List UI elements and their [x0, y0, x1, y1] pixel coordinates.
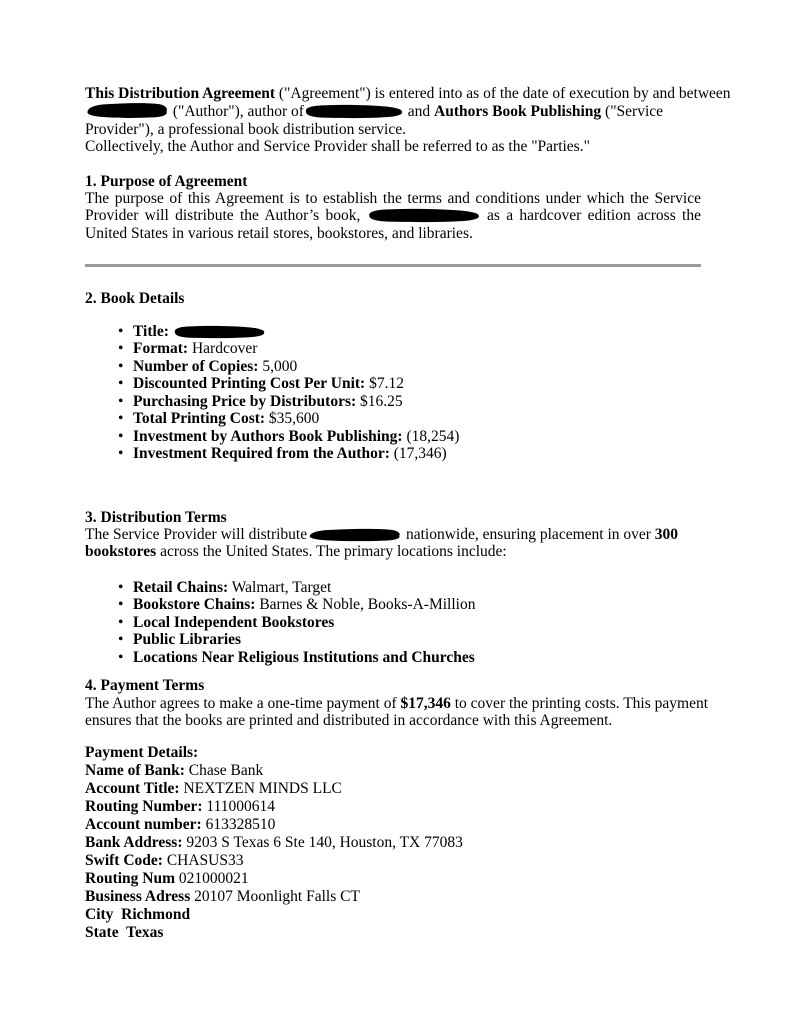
text: and — [403, 103, 435, 121]
bold-text: Total Printing Cost: — [133, 410, 266, 428]
text: nationwide, ensuring placement in over — [402, 526, 655, 544]
text-line — [85, 870, 701, 888]
section-3-heading: 3. Distribution Terms — [85, 508, 227, 526]
bold-text: Routing Number: — [85, 797, 203, 815]
bold-text: This Distribution Agreement — [85, 85, 276, 102]
text: Walmart, Target — [228, 578, 332, 596]
text: $35,600 — [265, 410, 320, 428]
list-item — [85, 393, 701, 411]
distribution-paragraph — [85, 526, 701, 561]
bold-text: Account number: — [85, 815, 202, 833]
redaction-mark — [307, 528, 402, 542]
text: The Service Provider will distribute — [85, 526, 308, 544]
text: The Author agrees to make a one-time payment of — [85, 694, 401, 712]
list-item — [85, 596, 701, 614]
bold-text: Investment by Authors Book Publishing: — [133, 427, 403, 445]
bold-text: City Richmond — [85, 905, 191, 923]
bold-text: Payment Details: — [85, 743, 199, 761]
bold-text: Format: — [133, 340, 189, 358]
text: Provider"), a professional book distribution service. — [85, 120, 406, 138]
text: The purpose of this Agreement is to establish the terms and conditions under which the Service Provider will distribute the Author’s book, — [85, 190, 701, 225]
text: ensures that the books are printed and distributed in accordance with this Agreement. — [85, 712, 613, 730]
section-1-heading: 1. Purpose of Agreement — [85, 172, 248, 190]
text: 5,000 — [258, 357, 298, 375]
text: 021000021 — [175, 869, 249, 887]
bold-text: Authors Book Publishing — [434, 103, 602, 121]
list-item — [85, 358, 701, 376]
bold-text: Investment Required from the Author: — [133, 445, 390, 463]
text-line — [85, 102, 701, 120]
text-line — [85, 780, 701, 798]
bold-text: Locations Near Religious Institutions and Churches — [133, 648, 475, 666]
bold-text: Discounted Printing Cost Per Unit: — [133, 375, 366, 393]
text-line — [85, 816, 701, 834]
agreement-document — [85, 85, 731, 942]
text-line — [85, 712, 701, 729]
bold-text: Account Title: — [85, 779, 180, 797]
intro-paragraph — [85, 85, 731, 156]
list-item — [85, 428, 701, 446]
text-line — [85, 834, 701, 852]
text: $7.12 — [365, 375, 404, 393]
purpose-paragraph — [85, 190, 701, 242]
bold-text: Number of Copies: — [133, 357, 259, 375]
text: 9203 S Texas 6 Ste 140, Houston, TX 77083 — [182, 833, 463, 851]
bold-text: Local Independent Bookstores — [133, 613, 335, 631]
text: NEXTZEN MINDS LLC — [179, 779, 342, 797]
list-item — [85, 410, 701, 428]
bold-text: Public Libraries — [133, 631, 242, 649]
list-item — [85, 340, 701, 358]
bold-text: Swift Code: — [85, 851, 163, 869]
bold-text: Bookstore Chains: — [133, 596, 256, 614]
list-item — [85, 649, 701, 667]
list-item — [85, 375, 701, 393]
text-line — [85, 85, 731, 102]
text: 111000614 — [202, 797, 276, 815]
bold-text: $17,346 — [400, 694, 451, 712]
text: ("Service — [601, 103, 664, 121]
text: 613328510 — [201, 815, 276, 833]
text-line — [85, 906, 701, 924]
payment-terms-paragraph — [85, 694, 709, 730]
list-item — [85, 614, 701, 632]
section-2-heading: 2. Book Details — [85, 290, 185, 308]
text: Barnes & Noble, Books-A-Million — [255, 596, 476, 614]
text: (18,254) — [402, 427, 460, 445]
bold-text: Retail Chains: — [133, 578, 229, 596]
text: Collectively, the Author and Service Provider shall be referred to as the "Parties." — [85, 138, 590, 156]
bold-text: 300 — [654, 526, 679, 544]
text: ("Agreement") is entered into as of the date of execution by and between — [275, 85, 731, 102]
bold-text: Business Adress — [85, 887, 191, 905]
list-item — [85, 579, 701, 597]
text: Hardcover — [188, 340, 258, 358]
text: $16.25 — [356, 392, 403, 410]
locations-list — [85, 579, 701, 667]
redaction-mark — [367, 208, 481, 223]
section-divider — [85, 264, 701, 267]
redaction-mark — [85, 102, 169, 119]
text-line — [85, 526, 701, 543]
bold-text: State Texas — [85, 923, 164, 941]
text-line — [85, 798, 701, 816]
list-item — [85, 445, 701, 463]
text-line — [85, 694, 709, 712]
text: (17,346) — [389, 445, 447, 463]
text-line — [85, 138, 701, 155]
bold-text: Routing Num — [85, 869, 176, 887]
text-line — [85, 762, 701, 780]
bold-text: Bank Address: — [85, 833, 183, 851]
text-line — [85, 121, 701, 138]
bold-text: Purchasing Price by Distributors: — [133, 392, 357, 410]
bold-text: bookstores — [85, 543, 157, 561]
text: CHASUS33 — [162, 851, 244, 869]
list-item — [85, 323, 701, 341]
text-line — [85, 744, 701, 762]
redaction-mark — [304, 104, 404, 119]
text: to cover the printing costs. This payment — [450, 694, 709, 712]
text: across the United States. The primary locations include: — [156, 543, 507, 561]
text-line — [85, 924, 701, 942]
payment-details-block — [85, 744, 701, 942]
text: Chase Bank — [184, 761, 264, 779]
text: 20107 Moonlight Falls CT — [190, 887, 360, 905]
text-line — [85, 852, 701, 870]
text-line — [85, 543, 701, 560]
redaction-mark — [173, 325, 266, 339]
text: ("Author"), author of — [169, 103, 304, 121]
list-item — [85, 631, 701, 649]
text: as a hardcover edition across the United States in various retail stores, bookstores, and libraries. — [85, 207, 701, 242]
text-line — [85, 888, 701, 906]
bold-text: Name of Bank: — [85, 761, 185, 779]
bold-text: Title: — [133, 322, 173, 340]
section-4-heading: 4. Payment Terms — [85, 677, 205, 695]
book-details-list — [85, 323, 701, 463]
